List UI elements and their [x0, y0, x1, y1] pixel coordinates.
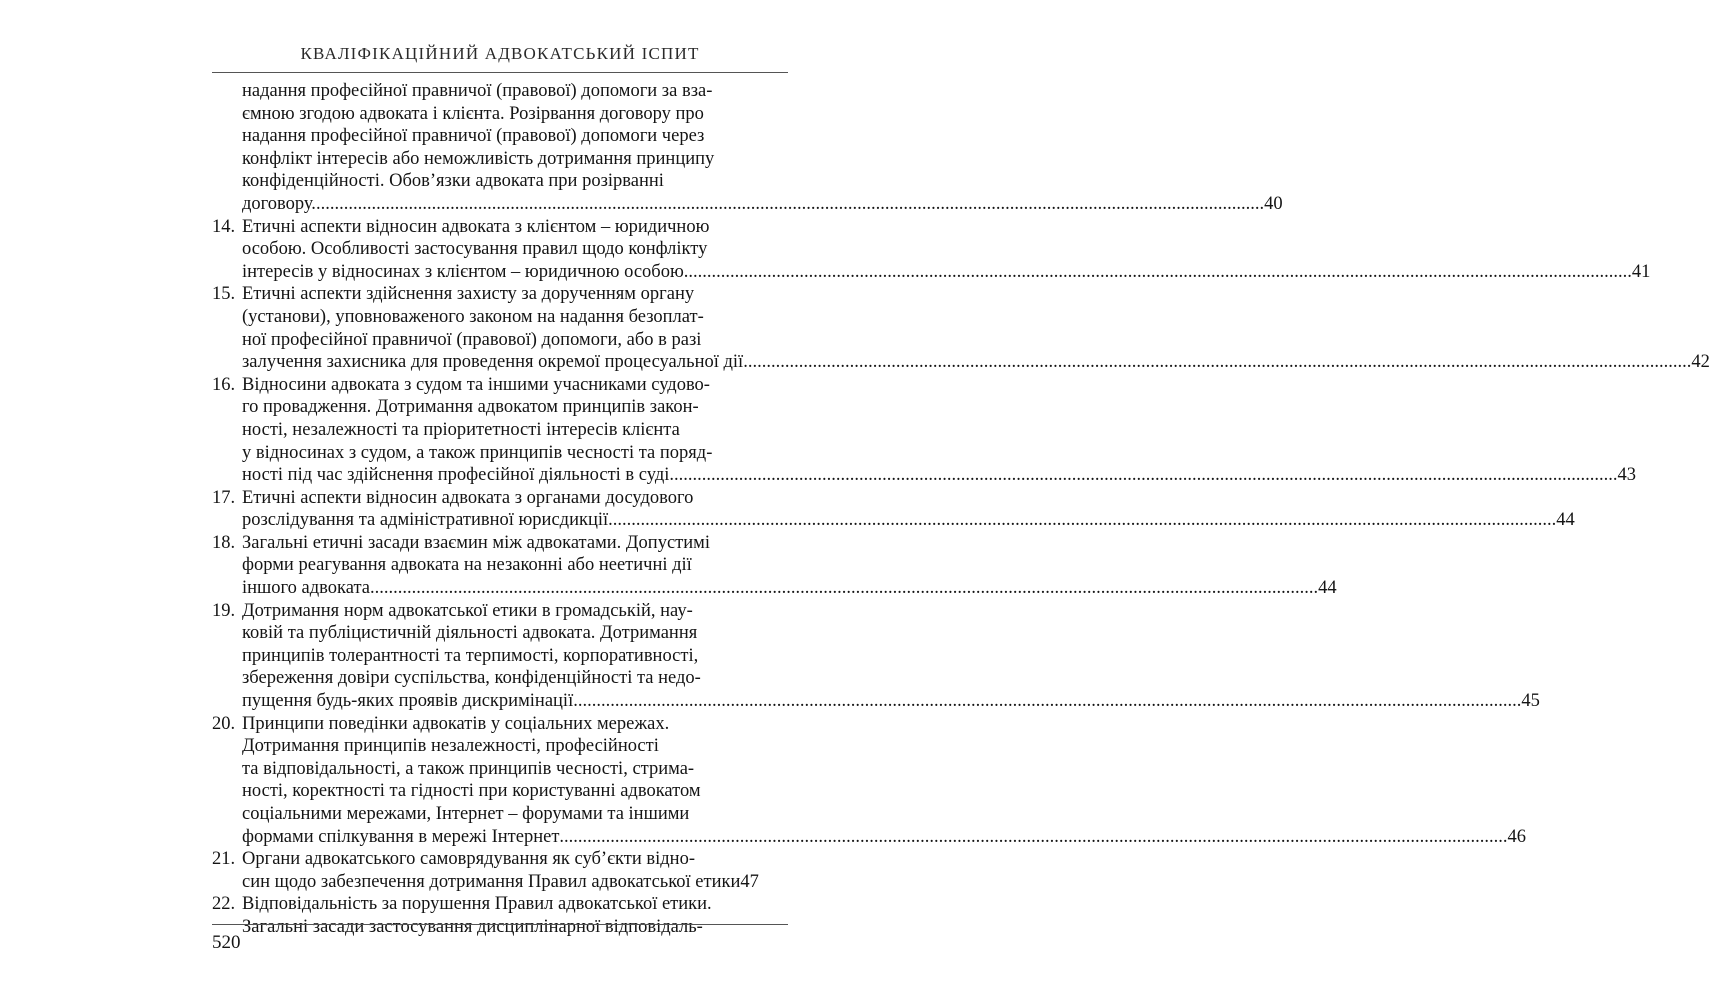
- toc-entry-21: [212, 848, 788, 893]
- toc-line: у відносинах з судом, а також принципів чесності та поряд-: [242, 442, 713, 463]
- entry-number: 20.: [212, 713, 236, 734]
- toc-entry-body: [242, 532, 1337, 600]
- toc-line: го провадження. Дотримання адвокатом принципів закон-: [242, 397, 699, 418]
- toc-line-text: залучення захисника для проведення окремої процесуальної дії: [242, 352, 744, 373]
- page-ref: 45: [1521, 691, 1540, 712]
- toc-entry-body: [242, 713, 1526, 849]
- toc-content: [212, 80, 1710, 939]
- entry-number: 16.: [212, 374, 236, 395]
- toc-line-text: договору.: [242, 193, 316, 214]
- toc-line: конфлікт інтересів або неможливість дотримання принципу: [242, 148, 715, 169]
- toc-entry-body: [242, 216, 1650, 284]
- dot-leader: [370, 577, 1318, 600]
- toc-line: конфіденційності. Обов’язки адвоката при розірванні: [242, 171, 664, 192]
- running-header: КВАЛІФІКАЦІЙНИЙ АДВОКАТСЬКИЙ ІСПИТ: [300, 44, 700, 63]
- header-rule: [212, 72, 788, 73]
- toc-line: Загальні етичні засади взаємин між адвокатами. Допустимі: [242, 532, 710, 553]
- entry-number: 19.: [212, 600, 236, 621]
- dot-leader: [608, 509, 1556, 532]
- toc-line: Відповідальність за порушення Правил адвокатської етики.: [242, 894, 712, 915]
- toc-line: ної професійної правничої (правової) допомоги, або в разі: [242, 329, 702, 350]
- dot-leader: [684, 261, 1632, 284]
- toc-line-last: [242, 826, 1526, 849]
- entry-number: 17.: [212, 487, 236, 508]
- toc-line: принципів толерантності та терпимості, корпоративності,: [242, 645, 699, 666]
- toc-line: Етичні аспекти здійснення захисту за дорученням органу: [242, 284, 695, 305]
- toc-line: ємною згодою адвоката і клієнта. Розірвання договору про: [242, 103, 704, 124]
- toc-line: та відповідальності, а також принципів чесності, стрима-: [242, 758, 695, 779]
- dot-leader: [743, 351, 1691, 374]
- toc-line-text: син щодо забезпечення дотримання Правил адвокатської етики: [242, 871, 741, 892]
- toc-line-last: [242, 464, 1636, 487]
- toc-line-last: [242, 261, 1650, 284]
- dot-leader: [316, 193, 1264, 216]
- toc-line-text: інтересів у відносинах з клієнтом – юридичною особою: [242, 261, 684, 282]
- page-ref: 40: [1264, 193, 1283, 214]
- toc-line: надання професійної правничої (правової) допомоги за вза-: [242, 81, 713, 101]
- toc-line: особою. Особливості застосування правил щодо конфлікту: [242, 239, 708, 260]
- toc-entry-continuation: [212, 80, 1283, 216]
- toc-line: Етичні аспекти відносин адвоката з клієнтом – юридичною: [242, 216, 710, 237]
- entry-number: 14.: [212, 216, 236, 237]
- toc-line: ності, коректності та гідності при користуванні адвокатом: [242, 781, 701, 802]
- toc-entry-body: [242, 600, 1540, 713]
- toc-line: надання професійної правничої (правової) допомоги через: [242, 126, 705, 147]
- toc-line-text: ності під час здійснення професійної діяльності в суді: [242, 465, 670, 486]
- toc-line-text: пущення будь-яких проявів дискримінації: [242, 691, 574, 712]
- page-ref: 44: [1318, 578, 1337, 599]
- toc-line-text: іншого адвоката: [242, 578, 370, 599]
- dot-leader: [559, 826, 1507, 849]
- toc-line: форми реагування адвоката на незаконні або неетичні дії: [242, 555, 692, 576]
- toc-entry-17: [212, 487, 1575, 532]
- entry-number: 22.: [212, 894, 236, 915]
- toc-line-text: формами спілкування в мережі Інтернет: [242, 826, 560, 847]
- page-ref: 43: [1617, 465, 1637, 486]
- page-ref: 47: [740, 871, 759, 892]
- toc-line: Дотримання принципів незалежності, професійності: [242, 736, 659, 757]
- toc-line-last: [242, 193, 1283, 216]
- toc-entry-16: [212, 374, 1637, 487]
- toc-line: соціальними мережами, Інтернет – форумами та іншими: [242, 804, 690, 824]
- footer-rule: [212, 924, 788, 925]
- toc-entry-20: [212, 713, 1527, 849]
- toc-entry-18: [212, 532, 1337, 600]
- toc-entry-body: [242, 374, 1636, 487]
- page-ref: 41: [1631, 261, 1651, 282]
- dot-leader: [669, 464, 1617, 487]
- toc-entry-body: [242, 80, 1283, 216]
- page-number: 520: [212, 932, 241, 953]
- toc-line-last: [242, 351, 1710, 374]
- dot-leader: [573, 690, 1521, 713]
- entry-number: 18.: [212, 532, 236, 553]
- toc-line: Принципи поведінки адвокатів у соціальних мережах.: [242, 713, 670, 734]
- toc-line: збереження довіри суспільства, конфіденційності та недо-: [242, 668, 701, 689]
- toc-entry-22: [212, 893, 788, 938]
- toc-line-last: [242, 577, 1337, 600]
- toc-line: Органи адвокатського самоврядування як суб’єкти відно-: [242, 849, 695, 870]
- toc-line: Відносини адвоката з судом та іншими учасниками судово-: [242, 374, 710, 395]
- page-ref: 42: [1691, 352, 1710, 373]
- toc-line-last: [242, 871, 788, 894]
- toc-line: (установи), уповноваженого законом на надання безоплат-: [242, 306, 704, 327]
- toc-entry-body: [242, 283, 1710, 373]
- toc-line-text: розслідування та адміністративної юрисдикції: [242, 510, 609, 531]
- toc-line: ковій та публіцистичній діяльності адвоката. Дотримання: [242, 623, 698, 644]
- toc-line: Етичні аспекти відносин адвоката з органами досудового: [242, 487, 694, 508]
- toc-entry-14: [212, 216, 1651, 284]
- page-ref: 44: [1556, 510, 1575, 531]
- toc-entry-body: [242, 893, 788, 938]
- entry-number: 15.: [212, 284, 236, 305]
- toc-line-last: [242, 690, 1540, 713]
- toc-line: ності, незалежності та пріоритетності інтересів клієнта: [242, 419, 680, 440]
- toc-entry-body: [242, 848, 788, 893]
- toc-line: Загальні засади застосування дисциплінарної відповідаль-: [242, 916, 703, 937]
- toc-entry-15: [212, 283, 1710, 373]
- entry-number: 21.: [212, 849, 236, 870]
- page-ref: 46: [1507, 826, 1527, 847]
- toc-entry-19: [212, 600, 1540, 713]
- toc-entry-body: [242, 487, 1575, 532]
- toc-line-last: [242, 509, 1575, 532]
- toc-line: Дотримання норм адвокатської етики в громадській, нау-: [242, 600, 693, 621]
